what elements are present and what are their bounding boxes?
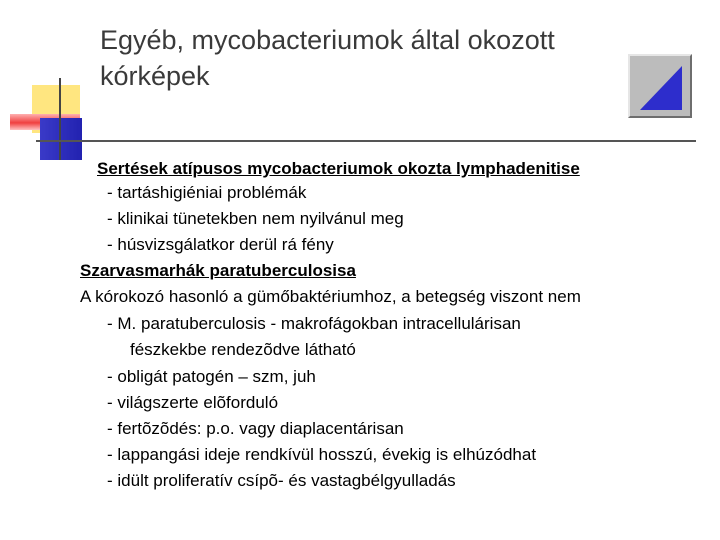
heading-swine-lymphadenitis: Sertések atípusos mycobacteriumok okozta lymphadenitise — [97, 159, 580, 178]
back-arrow-icon — [634, 60, 690, 116]
bullet-no-clinical-signs: - klinikai tünetekben nem nyilvánul meg — [107, 209, 404, 228]
heading-paratuberculosis: Szarvasmarhák paratuberculosisa — [80, 261, 356, 280]
bullet-meat-inspection: - húsvizsgálatkor derül rá fény — [107, 235, 334, 254]
bullet-obligate-pathogen: - obligát patogén – szm, juh — [107, 367, 316, 386]
decor-vertical-line — [59, 78, 61, 160]
slide-title-line-2: kórképek — [100, 61, 210, 91]
bullet-infection-route: - fertõzõdés: p.o. vagy diaplacentárisan — [107, 419, 404, 438]
bullet-chronic-enteritis: - idült proliferatív csípõ- és vastagbélgyulladás — [107, 471, 456, 490]
title-divider-line — [36, 140, 696, 142]
bullet-hygiene: - tartáshigiéniai problémák — [107, 183, 307, 202]
bullet-incubation: - lappangási ideje rendkívül hosszú, évekig is elhúzódhat — [107, 445, 537, 464]
bullet-macrophages: - M. paratuberculosis - makrofágokban intracellulárisan — [107, 314, 521, 333]
bullet-macrophages-continued: fészkekbe rendezõdve látható — [130, 340, 356, 359]
text-pathogen-similarity: A kórokozó hasonló a gümőbaktériumhoz, a betegség viszont nem — [80, 287, 581, 306]
decor-blue-square — [40, 118, 82, 160]
previous-slide-button[interactable] — [628, 54, 692, 118]
slide-title — [100, 22, 660, 94]
bullet-worldwide: - világszerte elõforduló — [107, 393, 279, 412]
slide-title-line-1: Egyéb, mycobacteriumok által okozott — [100, 25, 555, 55]
